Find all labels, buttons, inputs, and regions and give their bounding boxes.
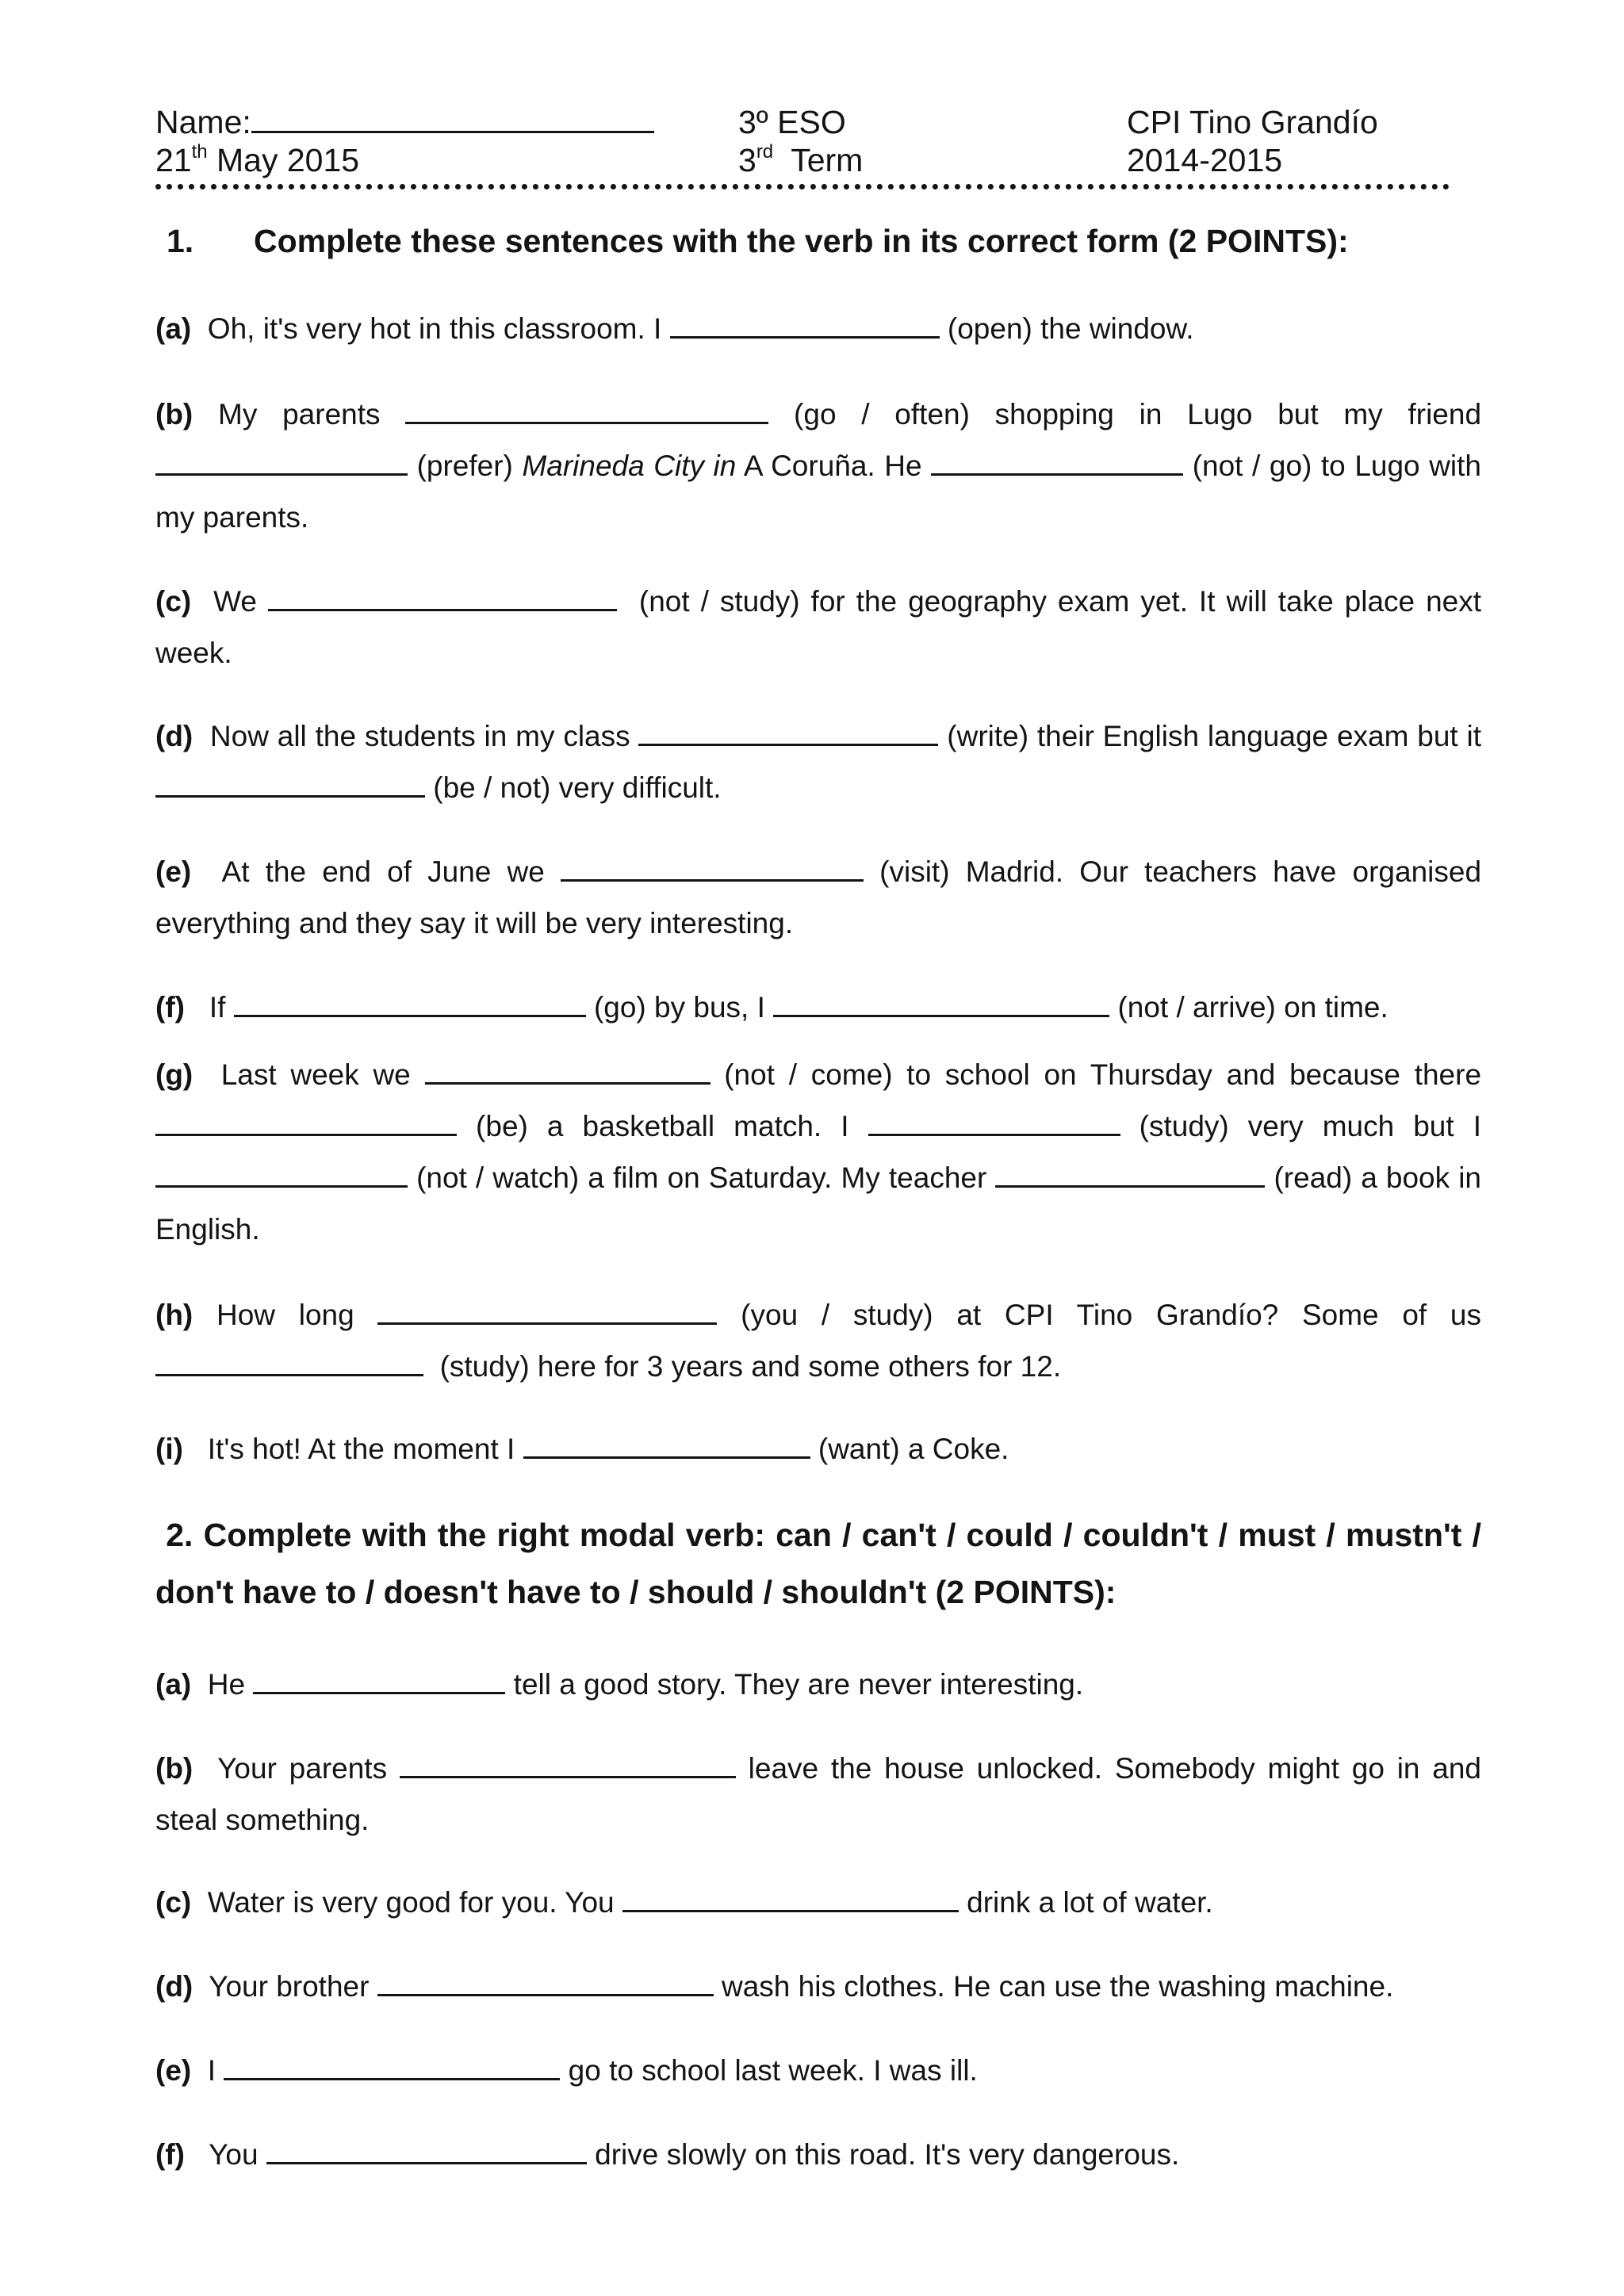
answer-blank[interactable] — [266, 2138, 587, 2164]
answer-blank[interactable] — [253, 1668, 505, 1694]
s1-item-c: (c) We (not / study) for the geography exam yet. It will take place next week. — [155, 585, 1482, 669]
s1-item-i: (i) It's hot! At the moment I (want) a Coke. — [155, 1433, 1009, 1465]
answer-blank[interactable] — [405, 398, 768, 424]
s2-item-b: (b) Your parents leave the house unlocked. Somebody might go in and steal something. — [155, 1752, 1481, 1836]
answer-blank[interactable] — [622, 1886, 959, 1912]
school-year: 2014-2015 — [1127, 142, 1283, 178]
answer-blank[interactable] — [425, 1058, 710, 1085]
header-col-student — [155, 103, 654, 179]
answer-blank[interactable] — [638, 720, 938, 746]
section-1-instruction: Complete these sentences with the verb in its correct form (2 POINTS): — [254, 223, 1349, 259]
answer-blank[interactable] — [400, 1752, 736, 1778]
course-label: 3º ESO — [738, 104, 846, 140]
answer-blank[interactable] — [155, 1110, 457, 1136]
term-label: 3rd Term — [738, 141, 864, 178]
name-field — [155, 103, 654, 141]
header-col-course — [738, 103, 863, 179]
name-label: Name: — [155, 104, 251, 140]
section-1-number: 1. — [167, 223, 194, 259]
answer-blank[interactable] — [234, 991, 586, 1017]
answer-blank[interactable] — [155, 450, 408, 476]
s1-item-f: (f) If (go) by bus, I (not / arrive) on time. — [155, 991, 1388, 1024]
answer-blank[interactable] — [995, 1161, 1265, 1188]
answer-blank[interactable] — [155, 771, 425, 798]
answer-blank[interactable] — [155, 1161, 408, 1188]
name-blank[interactable] — [251, 104, 654, 133]
section-2-number: 2. — [166, 1517, 193, 1553]
s1-item-a: (a) Oh, it's very hot in this classroom. I (open) the window. — [155, 312, 1194, 345]
s2-item-e: (e) I go to school last week. I was ill. — [155, 2054, 978, 2087]
s2-item-a: (a) He tell a good story. They are never interesting. — [155, 1668, 1084, 1701]
s1-item-g: (g) Last week we (not / come) to school on Thursday and because there (be) a basketball match. I (study) very much but I (not / watch) a film on Saturday. My teacher (read) a book in English. — [155, 1058, 1482, 1246]
s2-item-d: (d) Your brother wash his clothes. He can use the washing machine. — [155, 1970, 1394, 2003]
answer-blank[interactable] — [155, 1350, 423, 1376]
answer-blank[interactable] — [377, 1970, 714, 1996]
answer-blank[interactable] — [377, 1299, 717, 1325]
answer-blank[interactable] — [268, 585, 617, 611]
s1-item-e: (e) At the end of June we (visit) Madrid. Our teachers have organised everything and they say it will be very interesting. — [155, 855, 1482, 939]
s2-item-f: (f) You drive slowly on this road. It's very dangerous. — [155, 2138, 1180, 2171]
answer-blank[interactable] — [523, 1433, 810, 1459]
s1-item-h: (h) How long (you / study) at CPI Tino Grandío? Some of us (study) here for 3 years and some others for 12. — [155, 1299, 1482, 1383]
s2-item-c: (c) Water is very good for you. You drink a lot of water. — [155, 1886, 1213, 1919]
answer-blank[interactable] — [773, 991, 1109, 1017]
section-2-instruction: Complete with the right modal verb: can / can't / could / couldn't / must / mustn't / don't have to / doesn't have to / should / shouldn't (2 POINTS): — [155, 1517, 1481, 1610]
school-name: CPI Tino Grandío — [1127, 104, 1378, 140]
section-2-heading — [155, 1506, 1481, 1621]
answer-blank[interactable] — [931, 450, 1183, 476]
exam-date: 21th May 2015 — [155, 141, 360, 178]
answer-blank[interactable] — [868, 1110, 1120, 1136]
answer-blank[interactable] — [561, 855, 864, 882]
header-col-school — [1127, 103, 1378, 179]
dotted-divider — [155, 184, 1450, 189]
answer-blank[interactable] — [224, 2054, 560, 2080]
s1-item-b: (b) My parents (go / often) shopping in Lugo but my friend (prefer) Marineda City in A Coruña. He (not / go) to Lugo with my parents. — [155, 398, 1482, 534]
s1-item-d: (d) Now all the students in my class (write) their English language exam but it (be / not) very difficult. — [155, 720, 1482, 804]
answer-blank[interactable] — [670, 312, 940, 339]
